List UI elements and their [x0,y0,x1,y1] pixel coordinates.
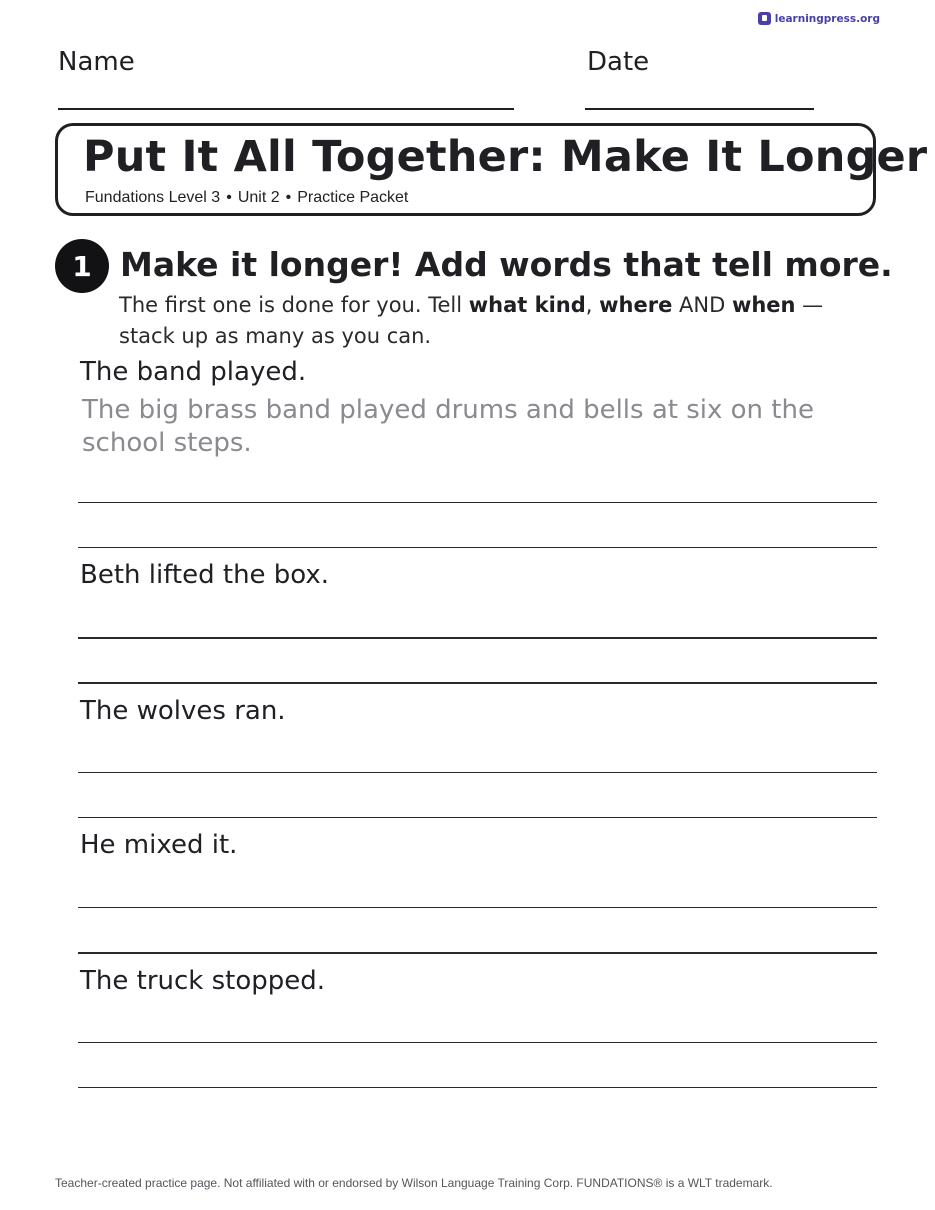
title-box [55,123,928,216]
subtitle-packet: Practice Packet [297,189,409,206]
writing-line[interactable] [78,547,877,548]
writing-line[interactable] [78,1087,877,1088]
subtitle-unit: Unit 2 [237,189,280,206]
writing-line[interactable] [78,502,877,503]
writing-line[interactable] [78,772,877,773]
question-heading: Make it longer! Add words that tell more. [120,245,893,284]
question-number-badge: 1 [55,239,109,293]
item-prompt: The truck stopped. [80,966,326,996]
item-example-answer: The big brass band played drums and bells at six on the school steps. [82,395,814,458]
site-logo [758,12,880,25]
page-subtitle [85,189,408,207]
instr-text: AND [672,293,732,317]
subtitle-separator: • [226,189,232,206]
footer-disclaimer: Teacher-created practice page. Not affiliated with or endorsed by Wilson Language Training Corp. FUNDATIONS® is a WLT trademark. [55,1176,773,1190]
writing-line[interactable] [78,952,877,954]
writing-line[interactable] [78,907,877,908]
name-label: Name [58,47,135,77]
item-prompt: He mixed it. [80,830,238,860]
item-prompt: Beth lifted the box. [80,560,330,590]
writing-line[interactable] [78,682,877,684]
subtitle-level: Fundations Level 3 [85,189,221,206]
writing-line[interactable] [78,637,877,639]
instr-text: — stack up as many as you can. [119,293,824,348]
instr-bold-when: when [731,293,796,317]
item-prompt: The wolves ran. [80,696,286,726]
date-label: Date [587,47,650,77]
instr-bold-where: where [599,293,673,317]
writing-line[interactable] [78,817,877,818]
instr-text: , [585,293,600,317]
writing-line[interactable] [78,1042,877,1043]
subtitle-separator: • [285,189,292,206]
page-title: Put It All Together: Make It Longer [83,132,928,182]
date-line[interactable] [585,108,814,110]
item-prompt: The band played. [80,357,307,387]
instr-text: The first one is done for you. Tell [119,293,469,317]
instr-bold-what-kind: what kind [468,293,586,317]
book-icon [758,12,771,25]
question-instructions [119,290,839,352]
logo-text: learningpress.org [774,12,880,25]
name-line[interactable] [58,108,514,110]
